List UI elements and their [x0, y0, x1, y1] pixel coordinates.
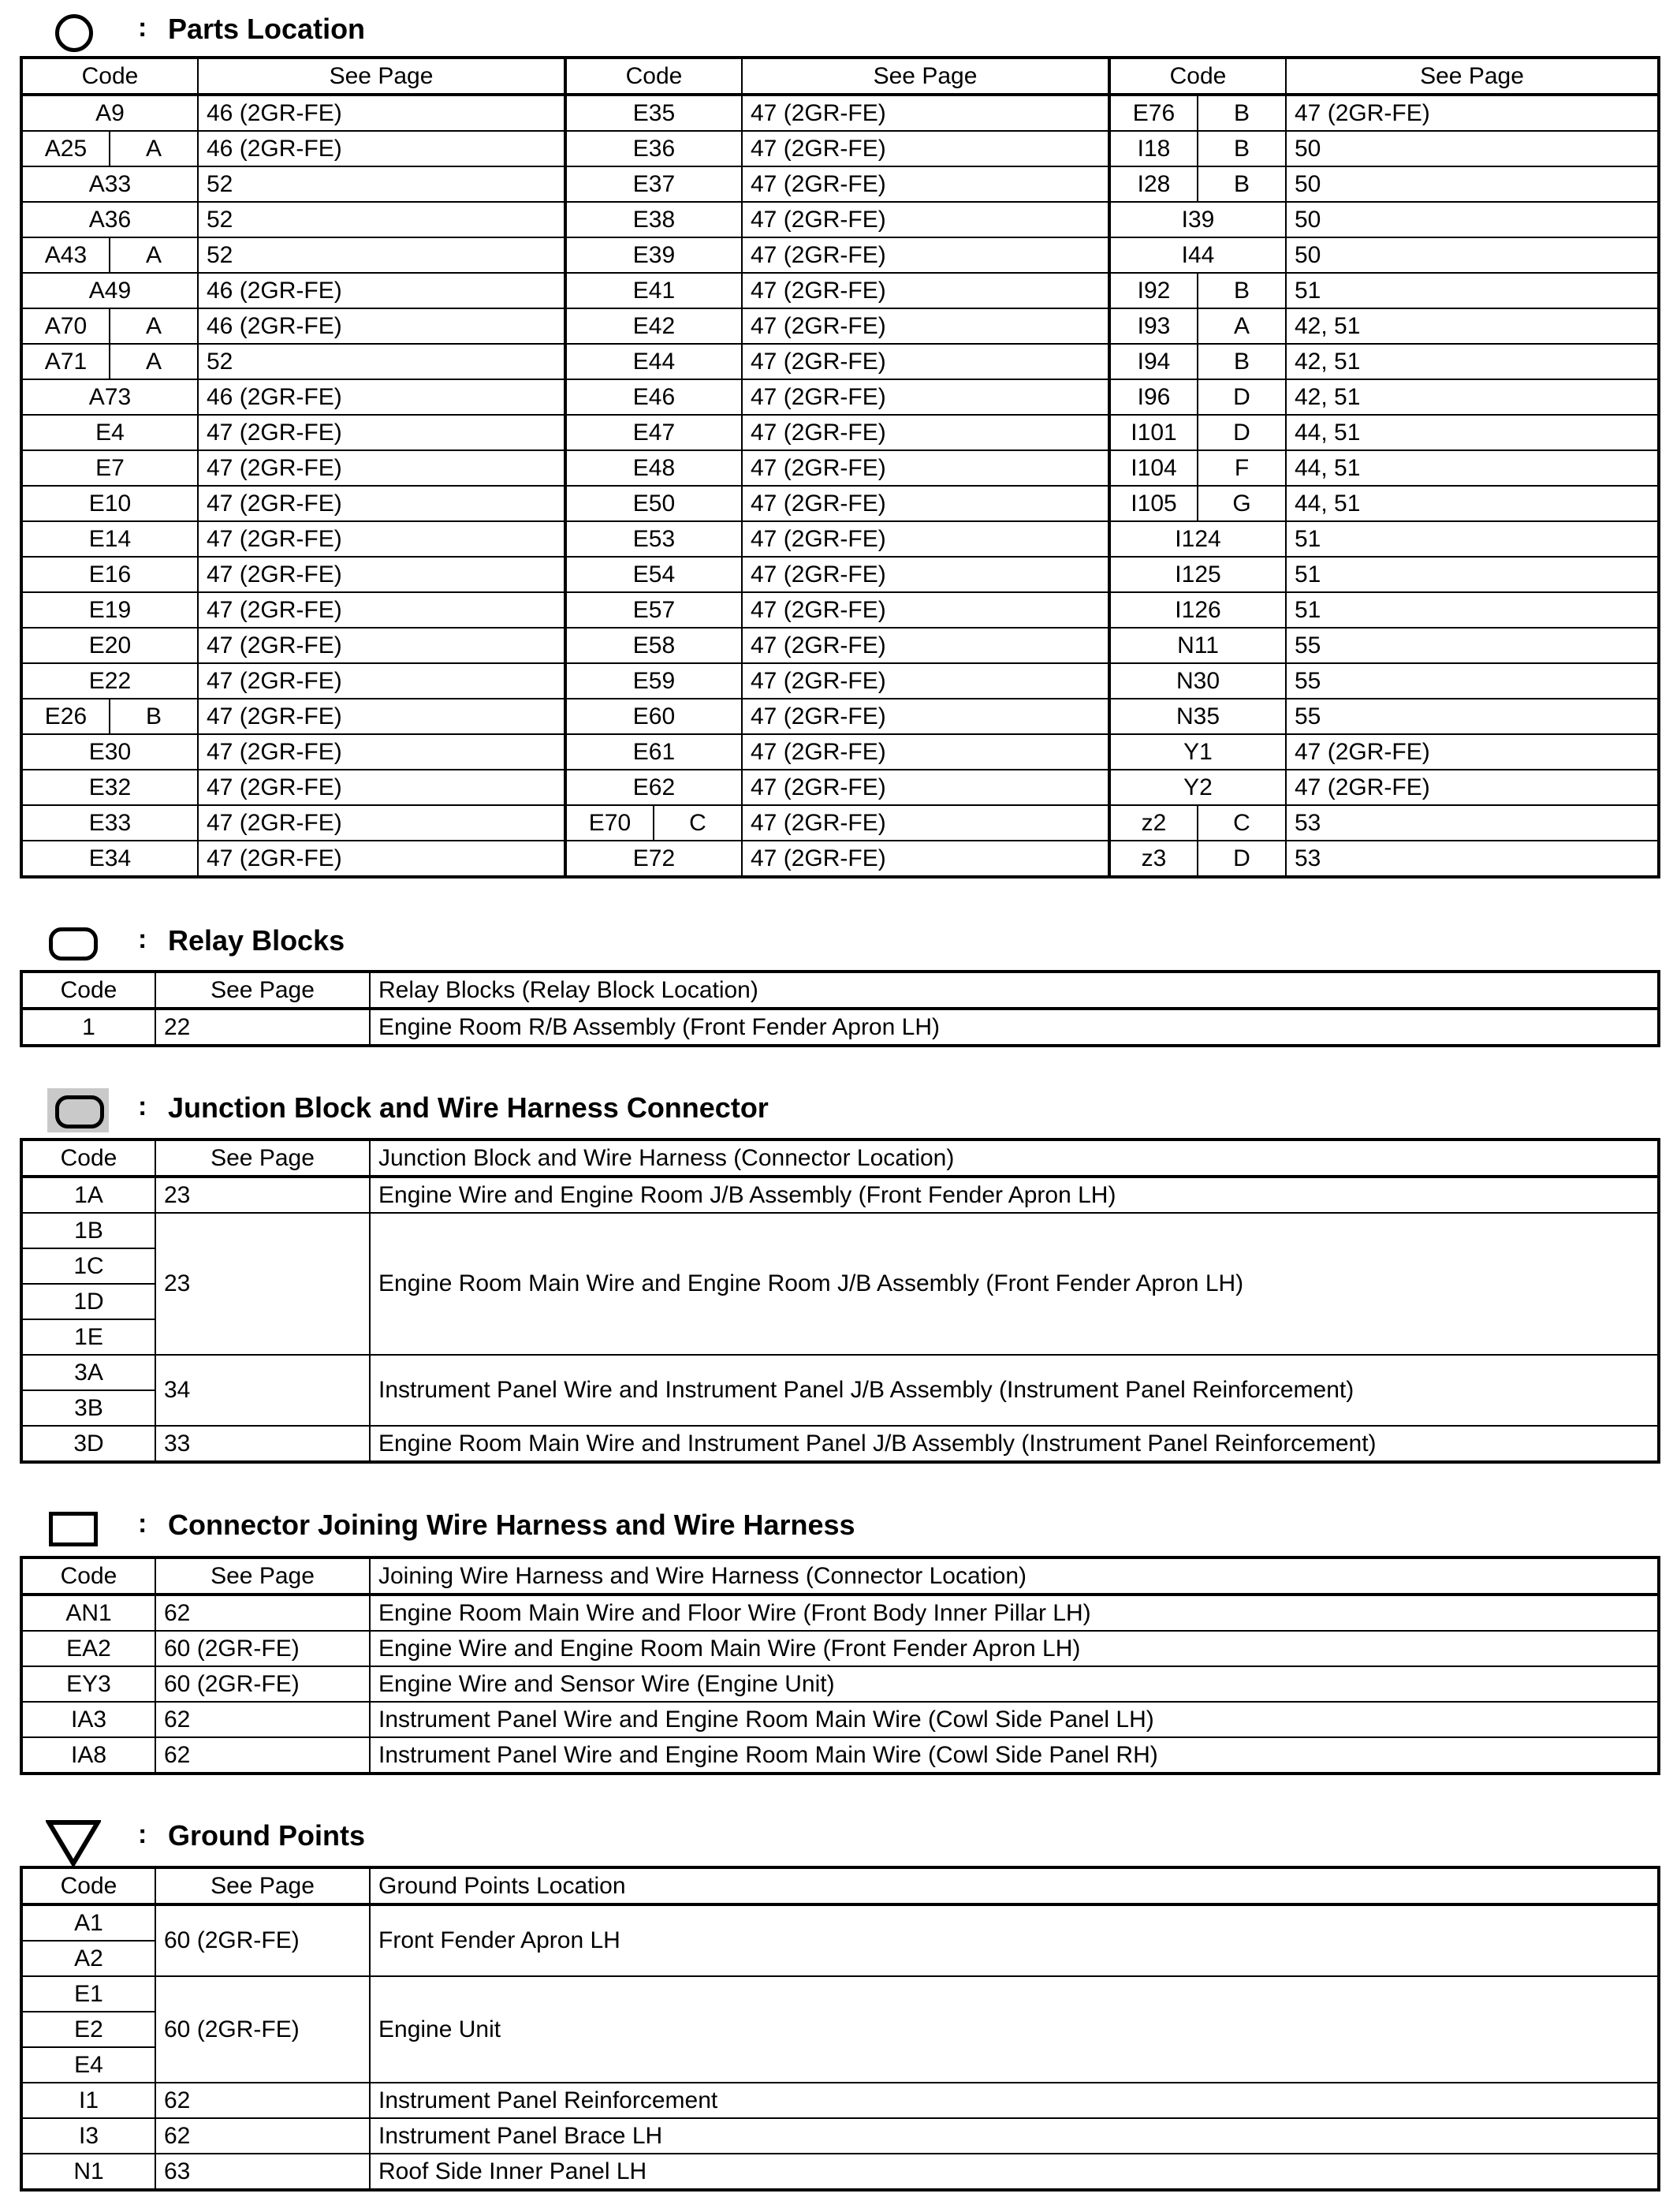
connector-sub-cell: A	[110, 308, 198, 344]
connector-sub-cell: A	[110, 344, 198, 379]
see-page-cell: 47 (2GR-FE)	[198, 805, 565, 841]
see-page-cell: 47 (2GR-FE)	[198, 415, 565, 450]
table-row	[21, 1631, 1659, 1666]
location-cell: Instrument Panel Wire and Instrument Panel J/B Assembly (Instrument Panel Reinforcement)	[370, 1355, 1659, 1426]
see-page-cell: 44, 51	[1286, 486, 1659, 521]
location-cell: Engine Room R/B Assembly (Front Fender Apron LH)	[370, 1009, 1659, 1046]
connector-sub-cell: B	[1198, 131, 1286, 166]
code-cell: E33	[21, 805, 198, 841]
code-cell: A49	[21, 273, 198, 308]
code-cell: E76	[1109, 95, 1198, 131]
code-cell: Y2	[1109, 770, 1286, 805]
see-page-cell: 47 (2GR-FE)	[198, 557, 565, 592]
header-see-page: See Page	[155, 972, 370, 1009]
code-cell: I28	[1109, 166, 1198, 202]
code-cell: Y1	[1109, 734, 1286, 770]
code-cell: I3	[21, 2118, 155, 2154]
see-page-cell: 52	[198, 202, 565, 237]
code-cell: E35	[565, 95, 742, 131]
see-page-cell: 23	[155, 1213, 370, 1355]
section-title: Relay Blocks	[168, 924, 345, 957]
header-see-page: See Page	[155, 1140, 370, 1177]
code-cell: N30	[1109, 663, 1286, 699]
triangle-down-icon	[46, 1819, 101, 1867]
connector-sub-cell: B	[1198, 273, 1286, 308]
code-cell: I39	[1109, 202, 1286, 237]
see-page-cell: 47 (2GR-FE)	[742, 734, 1109, 770]
see-page-cell: 52	[198, 237, 565, 273]
see-page-cell: 47 (2GR-FE)	[742, 415, 1109, 450]
location-cell: Roof Side Inner Panel LH	[370, 2154, 1659, 2190]
code-cell: E37	[565, 166, 742, 202]
code-cell: E34	[21, 841, 198, 877]
code-cell: E20	[21, 628, 198, 663]
see-page-cell: 50	[1286, 237, 1659, 273]
table-row	[21, 1666, 1659, 1702]
see-page-cell: 47 (2GR-FE)	[198, 521, 565, 557]
parts-location-table	[20, 56, 1660, 878]
code-cell: E14	[21, 521, 198, 557]
see-page-cell: 62	[155, 1595, 370, 1631]
shaded-rounded-rectangle-icon	[47, 1088, 109, 1132]
code-cell: E59	[565, 663, 742, 699]
code-cell: I105	[1109, 486, 1198, 521]
see-page-cell: 51	[1286, 521, 1659, 557]
code-cell: 1E	[21, 1319, 155, 1355]
header-code: Code	[565, 58, 742, 95]
header-location: Relay Blocks (Relay Block Location)	[370, 972, 1659, 1009]
joining-connector-table	[20, 1556, 1660, 1775]
header-see-page: See Page	[155, 1867, 370, 1904]
code-cell: IA3	[21, 1702, 155, 1737]
table-row	[21, 166, 1659, 202]
see-page-cell: 47 (2GR-FE)	[742, 770, 1109, 805]
code-cell: E32	[21, 770, 198, 805]
code-cell: I93	[1109, 308, 1198, 344]
code-cell: I18	[1109, 131, 1198, 166]
table-row	[21, 1213, 1659, 1248]
table-row	[21, 344, 1659, 379]
rounded-rectangle-icon	[49, 927, 98, 961]
code-cell: A71	[21, 344, 110, 379]
table-row	[21, 1904, 1659, 1941]
see-page-cell: 47 (2GR-FE)	[742, 450, 1109, 486]
code-cell: E72	[565, 841, 742, 877]
code-cell: E1	[21, 1976, 155, 2012]
see-page-cell: 55	[1286, 699, 1659, 734]
connector-sub-cell: B	[1198, 344, 1286, 379]
see-page-cell: 34	[155, 1355, 370, 1426]
joining-connector-header	[0, 1499, 1673, 1546]
code-cell: A36	[21, 202, 198, 237]
table-row	[21, 1595, 1659, 1631]
table-row	[21, 273, 1659, 308]
table-row	[21, 486, 1659, 521]
colon: :	[138, 1819, 147, 1849]
see-page-cell: 42, 51	[1286, 308, 1659, 344]
junction-block-table	[20, 1138, 1660, 1464]
code-cell: E26	[21, 699, 110, 734]
see-page-cell: 46 (2GR-FE)	[198, 308, 565, 344]
see-page-cell: 60 (2GR-FE)	[155, 1904, 370, 1976]
code-cell: 3D	[21, 1426, 155, 1462]
connector-sub-cell: B	[110, 699, 198, 734]
see-page-cell: 46 (2GR-FE)	[198, 379, 565, 415]
code-cell: I94	[1109, 344, 1198, 379]
connector-sub-cell: C	[654, 805, 742, 841]
ground-points-table	[20, 1866, 1660, 2191]
see-page-cell: 47 (2GR-FE)	[742, 308, 1109, 344]
code-cell: N11	[1109, 628, 1286, 663]
code-cell: E50	[565, 486, 742, 521]
colon: :	[138, 1091, 147, 1121]
code-cell: E53	[565, 521, 742, 557]
code-cell: E16	[21, 557, 198, 592]
code-cell: E70	[565, 805, 654, 841]
table-row	[21, 557, 1659, 592]
see-page-cell: 47 (2GR-FE)	[198, 628, 565, 663]
see-page-cell: 47 (2GR-FE)	[1286, 95, 1659, 131]
relay-blocks-header	[0, 915, 1673, 962]
code-cell: E2	[21, 2012, 155, 2047]
table-row	[21, 770, 1659, 805]
see-page-cell: 47 (2GR-FE)	[742, 202, 1109, 237]
connector-sub-cell: A	[1198, 308, 1286, 344]
header-see-page: See Page	[155, 1557, 370, 1595]
see-page-cell: 53	[1286, 841, 1659, 877]
connector-sub-cell: G	[1198, 486, 1286, 521]
code-cell: E44	[565, 344, 742, 379]
see-page-cell: 47 (2GR-FE)	[198, 663, 565, 699]
code-cell: E60	[565, 699, 742, 734]
table-row	[21, 131, 1659, 166]
connector-sub-cell: C	[1198, 805, 1286, 841]
header-code: Code	[21, 58, 198, 95]
section-title: Junction Block and Wire Harness Connector	[168, 1091, 769, 1124]
see-page-cell: 47 (2GR-FE)	[198, 699, 565, 734]
see-page-cell: 62	[155, 1737, 370, 1774]
see-page-cell: 47 (2GR-FE)	[198, 770, 565, 805]
code-cell: A2	[21, 1941, 155, 1976]
code-cell: E22	[21, 663, 198, 699]
table-row	[21, 202, 1659, 237]
location-cell: Engine Wire and Engine Room J/B Assembly (Front Fender Apron LH)	[370, 1177, 1659, 1213]
see-page-cell: 53	[1286, 805, 1659, 841]
see-page-cell: 62	[155, 1702, 370, 1737]
code-cell: E46	[565, 379, 742, 415]
code-cell: EA2	[21, 1631, 155, 1666]
code-cell: E57	[565, 592, 742, 628]
see-page-cell: 47 (2GR-FE)	[742, 486, 1109, 521]
connector-sub-cell: F	[1198, 450, 1286, 486]
see-page-cell: 50	[1286, 166, 1659, 202]
junction-block-header	[0, 1082, 1673, 1129]
see-page-cell: 47 (2GR-FE)	[198, 450, 565, 486]
see-page-cell: 47 (2GR-FE)	[742, 166, 1109, 202]
section-title: Ground Points	[168, 1819, 365, 1852]
code-cell: A73	[21, 379, 198, 415]
table-row	[21, 379, 1659, 415]
code-cell: I125	[1109, 557, 1286, 592]
table-row	[21, 1355, 1659, 1390]
code-cell: 1B	[21, 1213, 155, 1248]
see-page-cell: 42, 51	[1286, 379, 1659, 415]
table-row	[21, 699, 1659, 734]
code-cell: I96	[1109, 379, 1198, 415]
code-cell: A70	[21, 308, 110, 344]
connector-sub-cell: A	[110, 237, 198, 273]
see-page-cell: 46 (2GR-FE)	[198, 131, 565, 166]
table-row	[21, 415, 1659, 450]
code-cell: E10	[21, 486, 198, 521]
table-row	[21, 450, 1659, 486]
code-cell: I92	[1109, 273, 1198, 308]
see-page-cell: 55	[1286, 663, 1659, 699]
code-cell: IA8	[21, 1737, 155, 1774]
see-page-cell: 47 (2GR-FE)	[742, 379, 1109, 415]
code-cell: A33	[21, 166, 198, 202]
header-code: Code	[1109, 58, 1286, 95]
code-cell: A1	[21, 1904, 155, 1941]
code-cell: 3B	[21, 1390, 155, 1426]
colon: :	[138, 13, 147, 43]
see-page-cell: 47 (2GR-FE)	[742, 557, 1109, 592]
location-cell: Instrument Panel Reinforcement	[370, 2083, 1659, 2118]
table-row	[21, 1009, 1659, 1046]
table-row	[21, 237, 1659, 273]
header-location: Joining Wire Harness and Wire Harness (Connector Location)	[370, 1557, 1659, 1595]
location-cell: Engine Room Main Wire and Floor Wire (Front Body Inner Pillar LH)	[370, 1595, 1659, 1631]
see-page-cell: 47 (2GR-FE)	[742, 237, 1109, 273]
code-cell: I1	[21, 2083, 155, 2118]
connector-sub-cell: D	[1198, 841, 1286, 877]
table-row	[21, 628, 1659, 663]
connector-sub-cell: B	[1198, 95, 1286, 131]
code-cell: 1A	[21, 1177, 155, 1213]
code-cell: I126	[1109, 592, 1286, 628]
see-page-cell: 47 (2GR-FE)	[198, 592, 565, 628]
see-page-cell: 47 (2GR-FE)	[742, 273, 1109, 308]
see-page-cell: 55	[1286, 628, 1659, 663]
connector-sub-cell: A	[110, 131, 198, 166]
see-page-cell: 60 (2GR-FE)	[155, 1631, 370, 1666]
code-cell: AN1	[21, 1595, 155, 1631]
header-location: Ground Points Location	[370, 1867, 1659, 1904]
see-page-cell: 47 (2GR-FE)	[742, 344, 1109, 379]
code-cell: E62	[565, 770, 742, 805]
see-page-cell: 47 (2GR-FE)	[742, 95, 1109, 131]
see-page-cell: 22	[155, 1009, 370, 1046]
table-row	[21, 663, 1659, 699]
code-cell: N1	[21, 2154, 155, 2190]
see-page-cell: 46 (2GR-FE)	[198, 95, 565, 131]
ground-points-header	[0, 1810, 1673, 1857]
location-cell: Engine Unit	[370, 1976, 1659, 2083]
see-page-cell: 33	[155, 1426, 370, 1462]
table-row	[21, 841, 1659, 877]
header-code: Code	[21, 1140, 155, 1177]
header-see-page: See Page	[198, 58, 565, 95]
header-code: Code	[21, 1557, 155, 1595]
see-page-cell: 42, 51	[1286, 344, 1659, 379]
code-cell: 1D	[21, 1284, 155, 1319]
code-cell: E42	[565, 308, 742, 344]
relay-blocks-table	[20, 970, 1660, 1047]
code-cell: E48	[565, 450, 742, 486]
see-page-cell: 47 (2GR-FE)	[1286, 734, 1659, 770]
see-page-cell: 62	[155, 2083, 370, 2118]
code-cell: E41	[565, 273, 742, 308]
see-page-cell: 47 (2GR-FE)	[198, 734, 565, 770]
parts-location-header	[0, 3, 1673, 50]
table-row	[21, 805, 1659, 841]
see-page-cell: 47 (2GR-FE)	[742, 805, 1109, 841]
see-page-cell: 52	[198, 344, 565, 379]
connector-sub-cell: D	[1198, 415, 1286, 450]
code-cell: E38	[565, 202, 742, 237]
see-page-cell: 60 (2GR-FE)	[155, 1976, 370, 2083]
section-title: Connector Joining Wire Harness and Wire Harness	[168, 1509, 855, 1541]
code-cell: E19	[21, 592, 198, 628]
code-cell: A43	[21, 237, 110, 273]
location-cell: Instrument Panel Wire and Engine Room Main Wire (Cowl Side Panel LH)	[370, 1702, 1659, 1737]
code-cell: 1C	[21, 1248, 155, 1284]
see-page-cell: 47 (2GR-FE)	[1286, 770, 1659, 805]
code-cell: E58	[565, 628, 742, 663]
table-row	[21, 1426, 1659, 1462]
code-cell: E7	[21, 450, 198, 486]
table-row	[21, 592, 1659, 628]
square-icon	[49, 1512, 98, 1546]
location-cell: Engine Wire and Sensor Wire (Engine Unit)	[370, 1666, 1659, 1702]
see-page-cell: 50	[1286, 202, 1659, 237]
see-page-cell: 23	[155, 1177, 370, 1213]
see-page-cell: 50	[1286, 131, 1659, 166]
see-page-cell: 47 (2GR-FE)	[742, 521, 1109, 557]
see-page-cell: 51	[1286, 273, 1659, 308]
code-cell: I124	[1109, 521, 1286, 557]
see-page-cell: 47 (2GR-FE)	[742, 663, 1109, 699]
header-see-page: See Page	[1286, 58, 1659, 95]
header-code: Code	[21, 1867, 155, 1904]
colon: :	[138, 1509, 147, 1539]
location-cell: Instrument Panel Brace LH	[370, 2118, 1659, 2154]
connector-sub-cell: D	[1198, 379, 1286, 415]
see-page-cell: 47 (2GR-FE)	[742, 131, 1109, 166]
code-cell: E4	[21, 2047, 155, 2083]
location-cell: Front Fender Apron LH	[370, 1904, 1659, 1976]
table-row	[21, 2154, 1659, 2190]
code-cell: z2	[1109, 805, 1198, 841]
code-cell: 1	[21, 1009, 155, 1046]
see-page-cell: 52	[198, 166, 565, 202]
header-see-page: See Page	[742, 58, 1109, 95]
see-page-cell: 47 (2GR-FE)	[742, 699, 1109, 734]
code-cell: EY3	[21, 1666, 155, 1702]
see-page-cell: 47 (2GR-FE)	[198, 841, 565, 877]
table-row	[21, 95, 1659, 131]
code-cell: I104	[1109, 450, 1198, 486]
code-cell: E4	[21, 415, 198, 450]
code-cell: E36	[565, 131, 742, 166]
see-page-cell: 44, 51	[1286, 415, 1659, 450]
table-row	[21, 2118, 1659, 2154]
code-cell: I101	[1109, 415, 1198, 450]
see-page-cell: 63	[155, 2154, 370, 2190]
code-cell: A25	[21, 131, 110, 166]
code-cell: E30	[21, 734, 198, 770]
table-row	[21, 1702, 1659, 1737]
location-cell: Instrument Panel Wire and Engine Room Main Wire (Cowl Side Panel RH)	[370, 1737, 1659, 1774]
see-page-cell: 47 (2GR-FE)	[742, 841, 1109, 877]
table-row	[21, 1177, 1659, 1213]
see-page-cell: 46 (2GR-FE)	[198, 273, 565, 308]
table-row	[21, 1976, 1659, 2012]
see-page-cell: 51	[1286, 557, 1659, 592]
see-page-cell: 62	[155, 2118, 370, 2154]
table-row	[21, 521, 1659, 557]
connector-sub-cell: B	[1198, 166, 1286, 202]
table-row	[21, 734, 1659, 770]
colon: :	[138, 924, 147, 954]
location-cell: Engine Room Main Wire and Engine Room J/B Assembly (Front Fender Apron LH)	[370, 1213, 1659, 1355]
code-cell: A9	[21, 95, 198, 131]
header-location: Junction Block and Wire Harness (Connector Location)	[370, 1140, 1659, 1177]
table-row	[21, 2083, 1659, 2118]
code-cell: I44	[1109, 237, 1286, 273]
location-cell: Engine Wire and Engine Room Main Wire (Front Fender Apron LH)	[370, 1631, 1659, 1666]
code-cell: N35	[1109, 699, 1286, 734]
table-row	[21, 308, 1659, 344]
code-cell: z3	[1109, 841, 1198, 877]
see-page-cell: 47 (2GR-FE)	[742, 628, 1109, 663]
see-page-cell: 60 (2GR-FE)	[155, 1666, 370, 1702]
see-page-cell: 44, 51	[1286, 450, 1659, 486]
code-cell: E54	[565, 557, 742, 592]
location-cell: Engine Room Main Wire and Instrument Panel J/B Assembly (Instrument Panel Reinforcement)	[370, 1426, 1659, 1462]
code-cell: E39	[565, 237, 742, 273]
see-page-cell: 47 (2GR-FE)	[742, 592, 1109, 628]
see-page-cell: 51	[1286, 592, 1659, 628]
code-cell: 3A	[21, 1355, 155, 1390]
see-page-cell: 47 (2GR-FE)	[198, 486, 565, 521]
table-row	[21, 1737, 1659, 1774]
header-code: Code	[21, 972, 155, 1009]
circle-icon	[55, 14, 93, 52]
code-cell: E61	[565, 734, 742, 770]
section-title: Parts Location	[168, 13, 366, 45]
code-cell: E47	[565, 415, 742, 450]
